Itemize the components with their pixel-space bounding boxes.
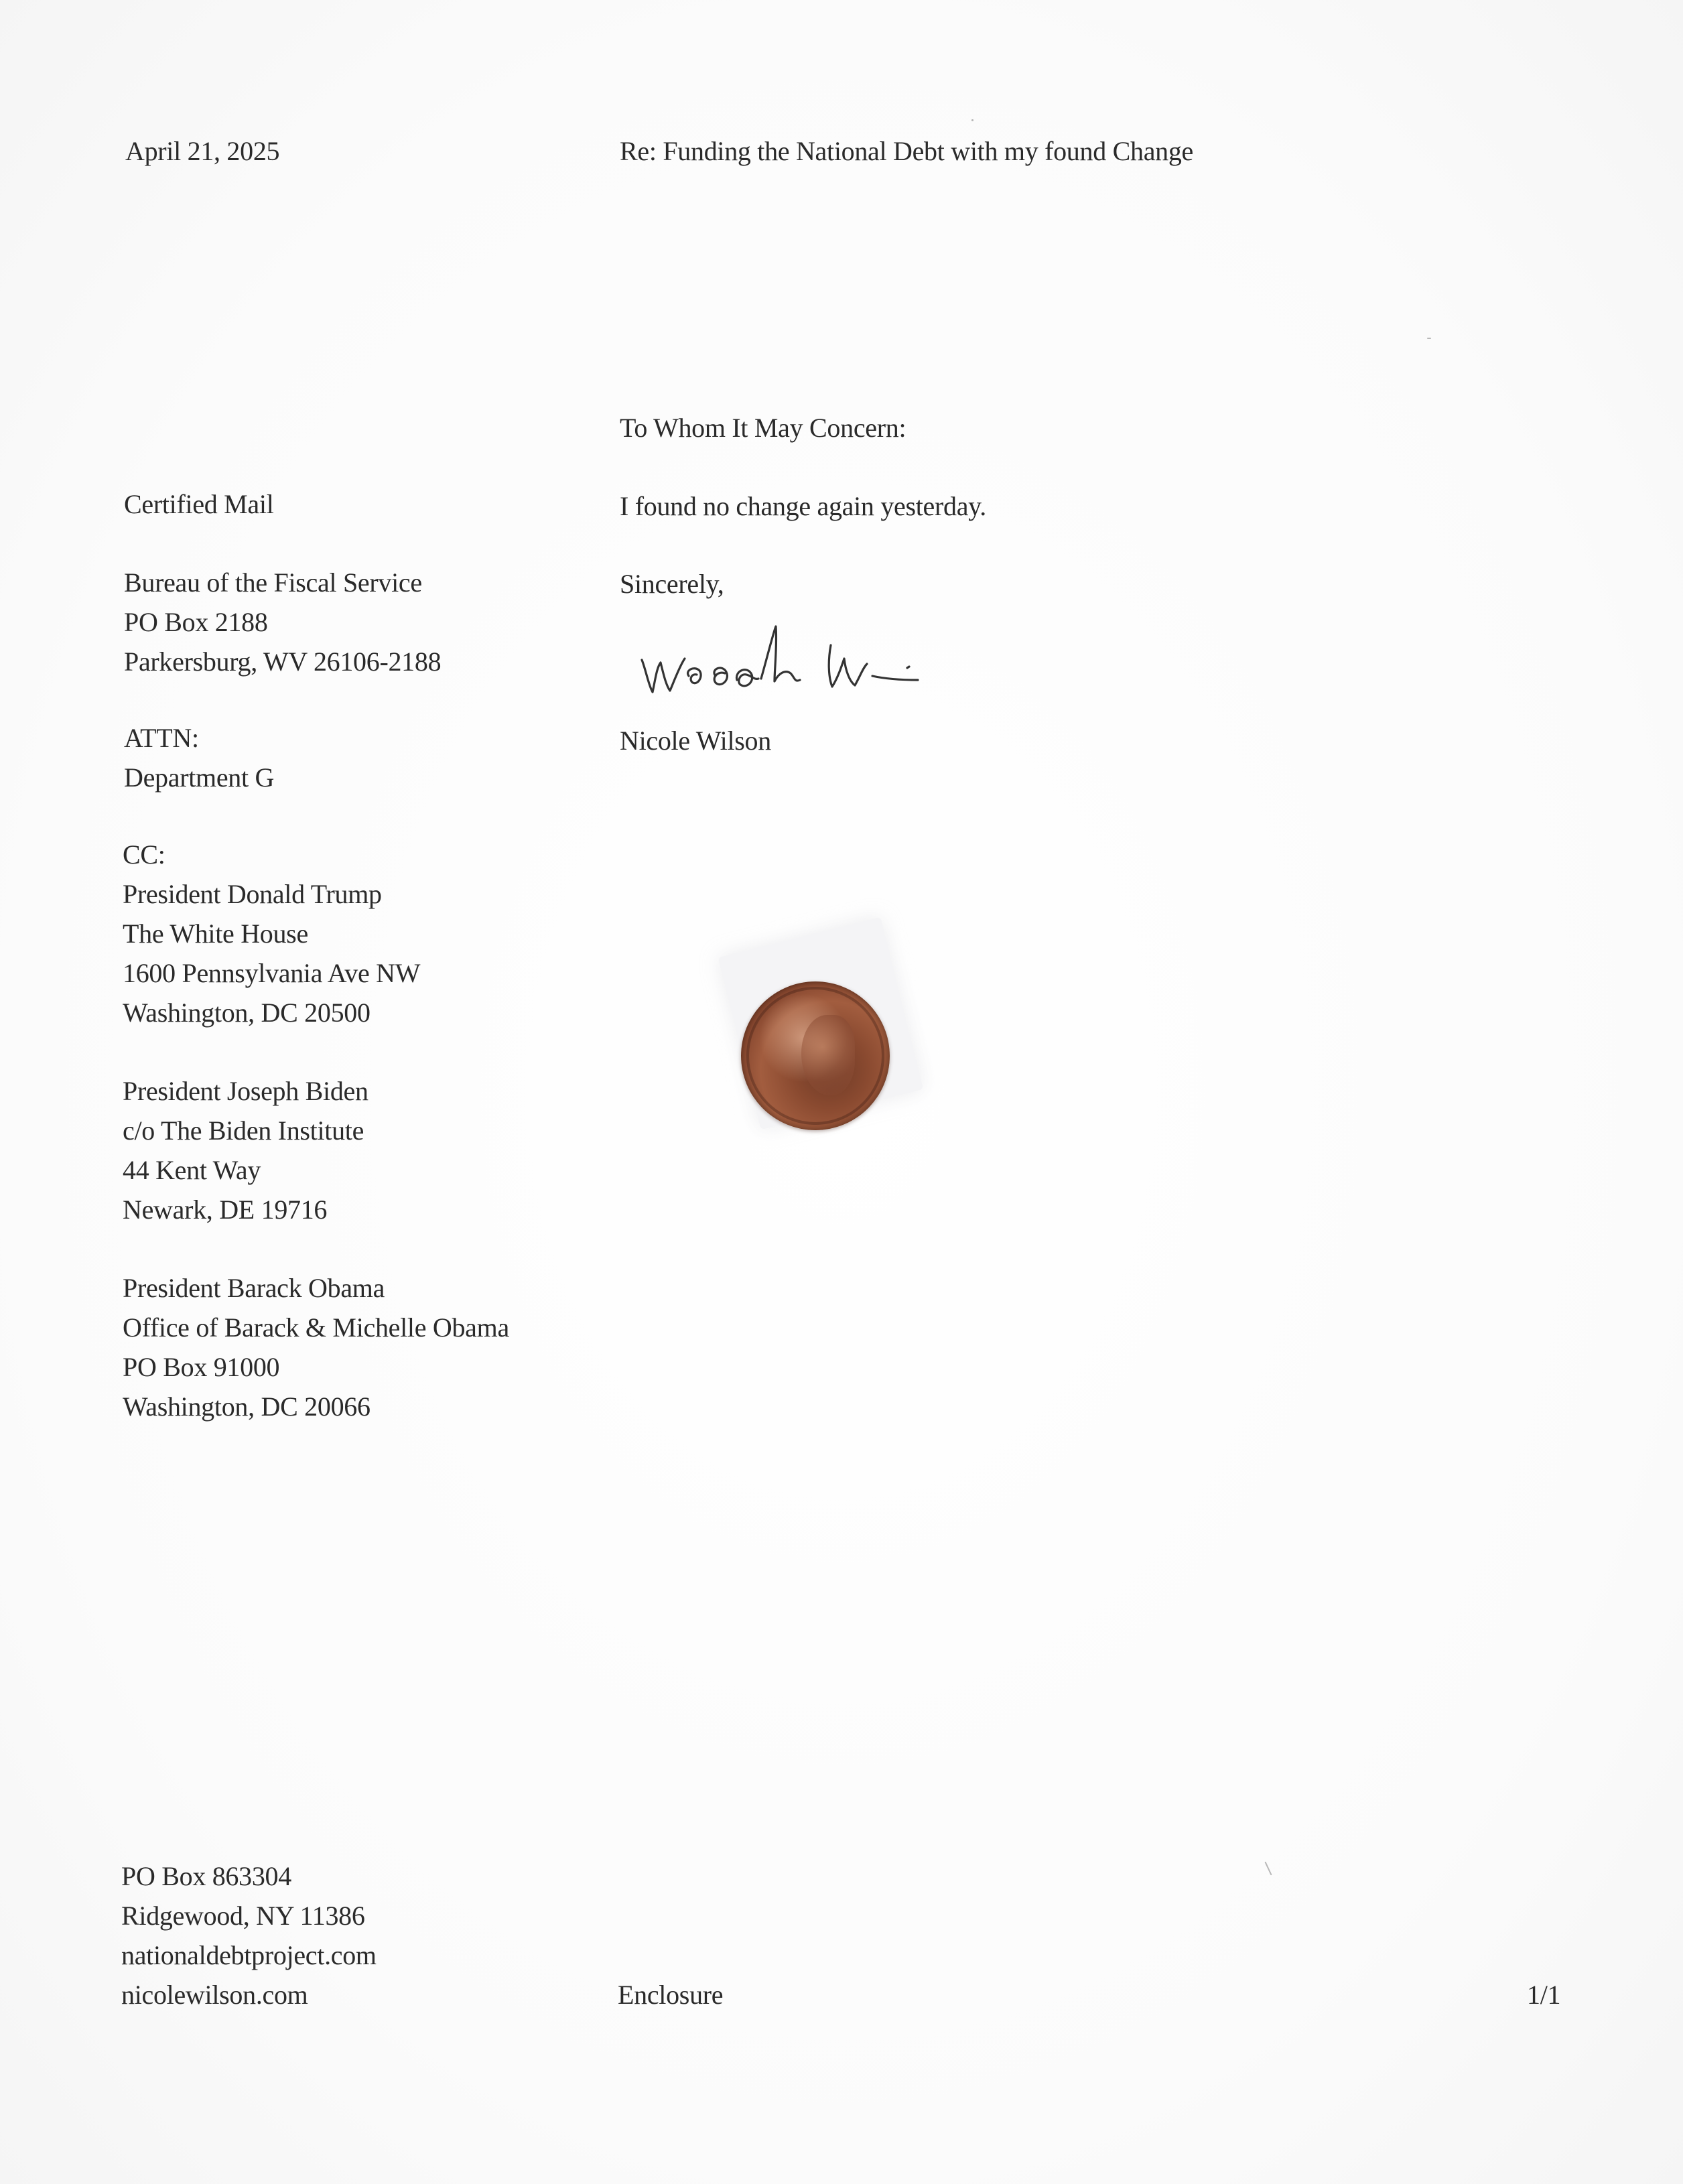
cc-block-obama [123, 1268, 509, 1426]
coin-rim [746, 987, 884, 1125]
signer-name: Nicole Wilson [620, 726, 771, 756]
attn-label: ATTN: [124, 723, 199, 753]
salutation: To Whom It May Concern: [620, 413, 906, 443]
recipient-address [124, 563, 441, 681]
return-address [121, 1856, 377, 2015]
cc-line: Newark, DE 19716 [123, 1195, 328, 1225]
cc-line: 44 Kent Way [123, 1155, 261, 1185]
cc-line: President Joseph Biden [123, 1076, 368, 1106]
cc-line: c/o The Biden Institute [123, 1115, 364, 1146]
cc-line: Office of Barack & Michelle Obama [123, 1312, 509, 1343]
cc-line: The White House [123, 918, 308, 949]
scan-speck [971, 119, 973, 121]
return-address-line: nicolewilson.com [121, 1980, 308, 2010]
cc-line: President Donald Trump [123, 879, 382, 909]
cc-line: President Barack Obama [123, 1273, 385, 1303]
cc-line: Washington, DC 20500 [123, 998, 371, 1028]
recipient-line: Bureau of the Fiscal Service [124, 567, 422, 598]
scan-speck [1264, 1862, 1272, 1876]
return-address-line: PO Box 863304 [121, 1861, 291, 1891]
delivery-method: Certified Mail [124, 489, 274, 519]
letter-subject: Re: Funding the National Debt with my found Change [620, 136, 1193, 166]
cc-line: 1600 Pennsylvania Ave NW [123, 958, 421, 988]
handwritten-signature [636, 606, 965, 707]
recipient-line: PO Box 2188 [124, 607, 268, 637]
enclosure-label: Enclosure [618, 1980, 724, 2010]
attn-value: Department G [124, 762, 275, 793]
cc-line: Washington, DC 20066 [123, 1391, 371, 1422]
letter-body: I found no change again yesterday. [620, 491, 986, 521]
coin [741, 981, 890, 1130]
scan-speck [1427, 338, 1431, 339]
attn-block [124, 718, 274, 797]
cc-block-biden [123, 1071, 368, 1229]
recipient-line: Parkersburg, WV 26106-2188 [124, 646, 442, 677]
return-address-line: Ridgewood, NY 11386 [121, 1901, 365, 1931]
cc-label: CC: [123, 839, 165, 870]
cc-line: PO Box 91000 [123, 1352, 280, 1382]
penny-coin-icon [717, 935, 918, 1136]
closing: Sincerely, [620, 569, 724, 599]
page-number: 1/1 [1527, 1980, 1561, 2010]
return-address-line: nationaldebtproject.com [121, 1940, 377, 1970]
cc-block-trump [123, 835, 420, 1032]
letter-date: April 21, 2025 [125, 136, 280, 166]
